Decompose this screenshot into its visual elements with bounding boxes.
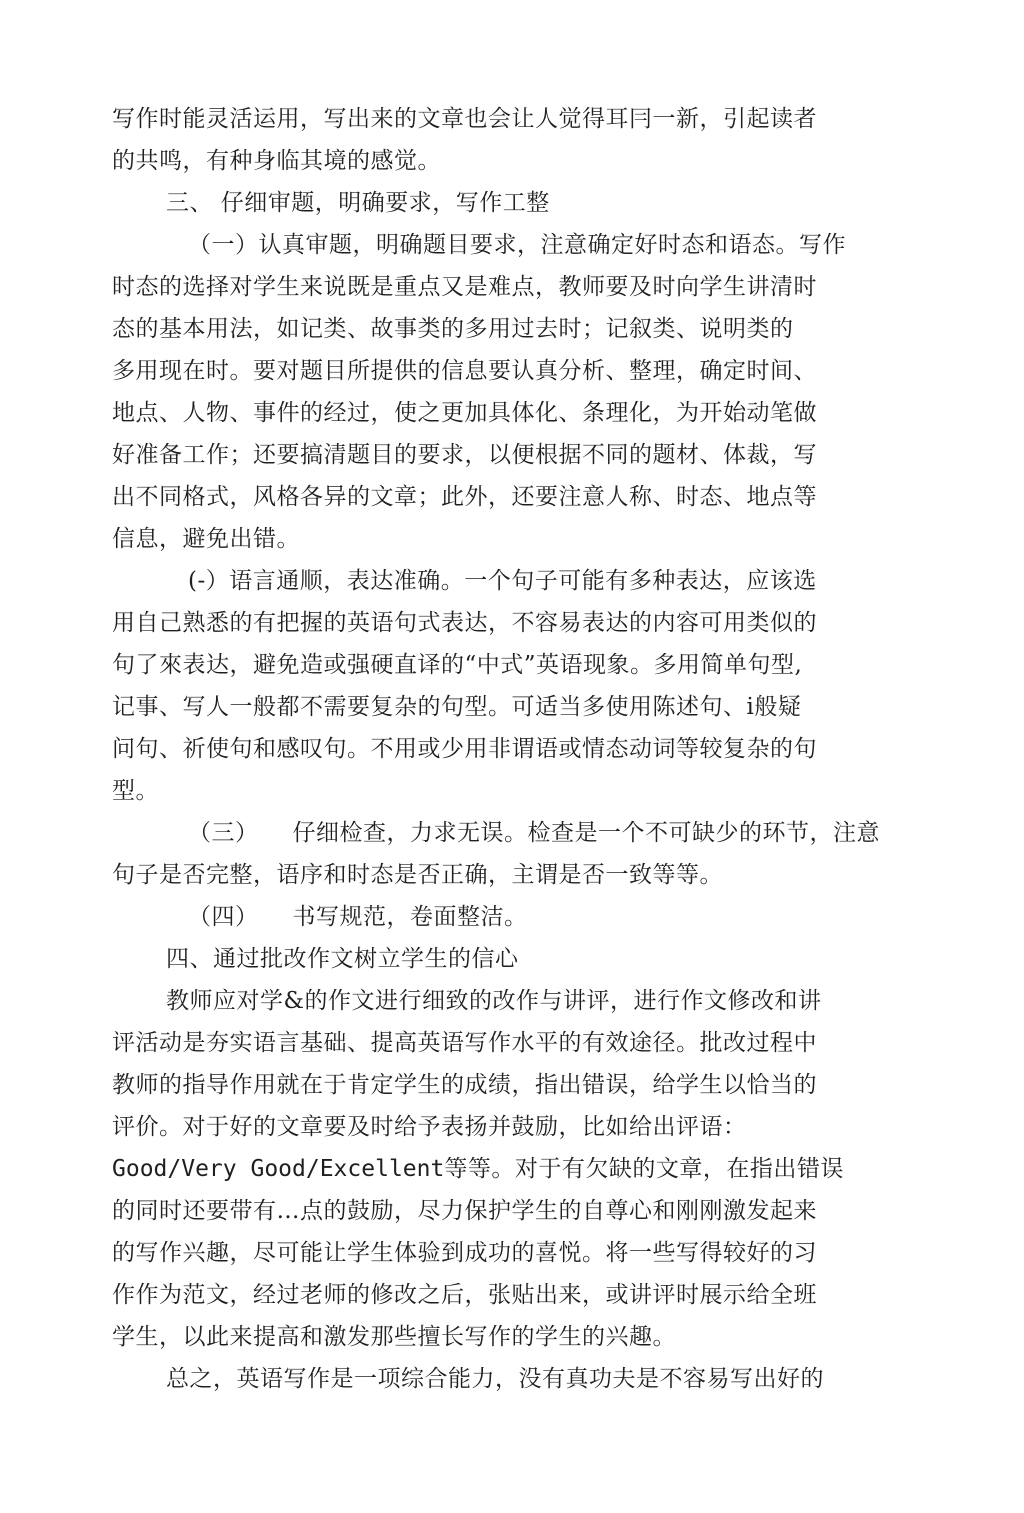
text-line: 作作为范文，经过老师的修改之后，张贴出来，或讲评时展示给全班 (112, 1282, 817, 1308)
text-line: 的写作兴趣，尽可能让学生体验到成功的喜悦。将一些写得较好的习 (112, 1240, 817, 1266)
text-line (112, 1154, 844, 1184)
text-line: 态的基本用法，如记类、故事类的多用过去时；记叙类、说明类的 (112, 316, 794, 342)
text-line: 用自己熟悉的有把握的英语句式表达，不容易表达的内容可用类似的 (112, 610, 817, 636)
item-text: 书写规范，卷面整洁。 (292, 904, 528, 930)
text-line: 总之，英语写作是一项综合能力，没有真功夫是不容易写出好的 (166, 1366, 824, 1392)
text-line: 教师的指导作用就在于肯定学生的成绩，指出错误，给学生以恰当的 (112, 1072, 817, 1098)
text-line: 教师应对学&的作文进行细致的改作与讲评，进行作文修改和讲 (166, 988, 822, 1014)
text-line: 好准备工作；还要搞清题目的要求，以便根据不同的题材、体裁，写 (112, 442, 817, 468)
text-line: 出不同格式，风格各异的文章；此外，还要注意人称、时态、地点等 (112, 484, 817, 510)
text-line: 写作时能灵活运用，写出来的文章也会让人觉得耳冃一新，引起读者 (112, 106, 817, 132)
text-line: 句子是否完整，语序和时态是否正确，主谓是否一致等等。 (112, 862, 723, 888)
text-line: 时态的选择对学生来说既是重点又是难点，教师要及时向学生讲清时 (112, 274, 817, 300)
rating-terms: Good/Very Good/Excellent (112, 1156, 445, 1182)
text-line: 记事、写人一般都不需要复杂的句型。可适当多使用陈述句、i般疑 (112, 694, 802, 720)
text-line: (-）语言通顺，表达准确。一个句子可能有多种表达，应该选 (188, 568, 817, 594)
section-heading: 四、通过批改作文树立学生的信心 (166, 946, 519, 972)
text-line: 型。 (112, 778, 159, 804)
section-heading: 三、 仔细审题，明确要求，写作工整 (166, 190, 550, 216)
text-line: 多用现在时。要对题目所提供的信息要认真分析、整理，确定时间、 (112, 358, 817, 384)
text-line-rest: 等等。对于有欠缺的文章，在指出错误 (444, 1156, 844, 1182)
item-text: 仔细检查，力求无误。检查是一个不可缺少的环节，注意 (292, 820, 880, 846)
text-line: 评活动是夯实语言基础、提高英语写作水平的有效途径。批改过程中 (112, 1030, 817, 1056)
text-line: 句了來表达，避免造或强硬直译的“中式”英语现象。多用简单句型, (112, 652, 803, 678)
text-line: 评价。对于好的文章要及时给予表扬并鼓励，比如给出评语： (112, 1114, 747, 1140)
text-line: 学生，以此来提高和激发那些擅长写作的学生的兴趣。 (112, 1324, 676, 1350)
item-marker: （四） (188, 904, 259, 930)
text-line: 信息，避免出错。 (112, 526, 300, 552)
item-marker: （三） (188, 820, 259, 846)
text-line (188, 902, 528, 932)
text-line: 的共鸣，有种身临其境的感觉。 (112, 148, 441, 174)
text-line (188, 818, 880, 848)
text-line: 问句、祈使句和感叹句。不用或少用非谓语或情态动词等较复杂的句 (112, 736, 817, 762)
text-line: 的同时还要带有…点的鼓励，尽力保护学生的自尊心和刚刚激发起来 (112, 1198, 817, 1224)
text-line: 地点、人物、事件的经过，使之更加具体化、条理化，为开始动笔做 (112, 400, 817, 426)
text-line: （一）认真审题，明确题目要求，注意确定好时态和语态。写作 (188, 232, 846, 258)
